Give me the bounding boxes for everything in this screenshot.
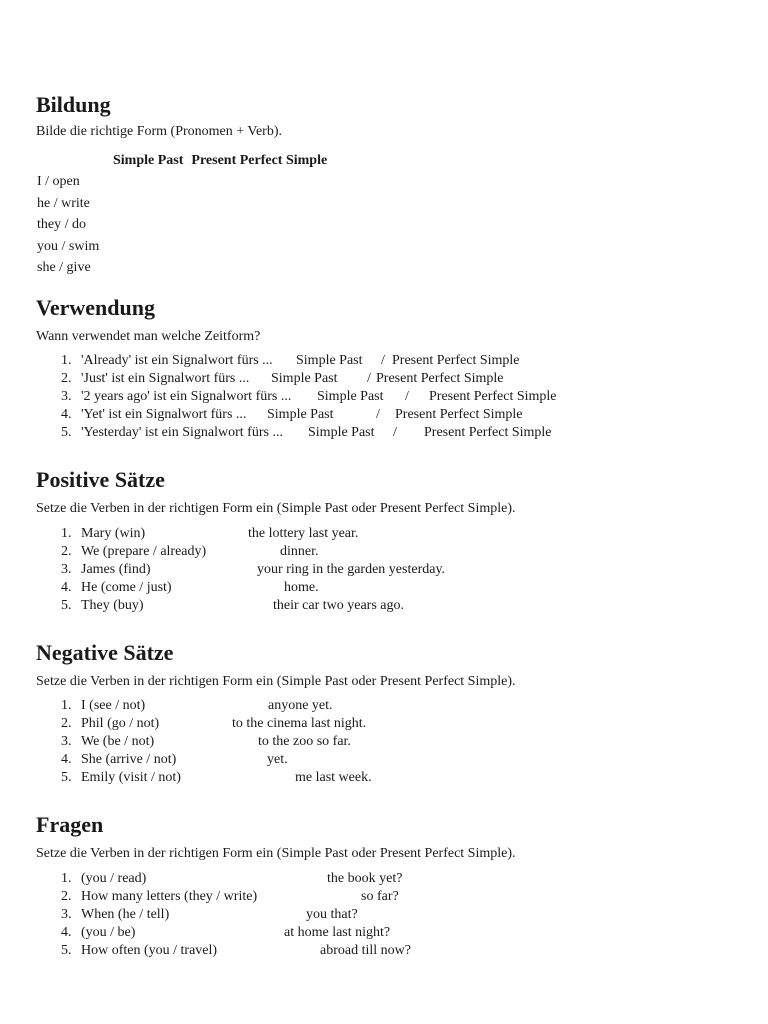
item-rest: me last week. (295, 769, 372, 785)
item-prompt: When (he / tell) (81, 906, 170, 922)
item-rest: you that? (306, 906, 358, 922)
item-number: 3. (61, 906, 72, 922)
item-number: 1. (61, 871, 72, 886)
section-title-positive: Positive Sätze (36, 467, 165, 492)
item-rest: home. (284, 579, 319, 595)
section-title-negative: Negative Sätze (36, 640, 174, 665)
item-number: 2. (61, 715, 72, 731)
instruction-positive: Setze die Verben in der richtigen Form ein (Simple Past oder Present Perfect Simple). (36, 501, 516, 516)
bildung-row: I / open (37, 174, 80, 189)
bildung-row: they / do (37, 217, 86, 232)
item-text: '2 years ago' ist ein Signalwort fürs ... (81, 388, 292, 404)
column-header-simple-past: Simple Past (113, 153, 184, 168)
item-number: 5. (61, 942, 72, 958)
item-prompt: We (prepare / already) (81, 543, 207, 559)
item-rest: anyone yet. (268, 698, 333, 713)
item-number: 4. (61, 406, 72, 422)
column-header-present-perfect: Present Perfect Simple (191, 153, 328, 168)
item-number: 4. (61, 751, 72, 767)
option-present-perfect: Present Perfect Simple (429, 388, 557, 404)
option-separator: / (393, 424, 397, 440)
item-rest: the book yet? (327, 871, 403, 886)
item-rest: dinner. (280, 543, 319, 559)
bildung-row: he / write (37, 195, 90, 211)
section-title-verwendung: Verwendung (36, 295, 155, 320)
item-number: 4. (61, 924, 72, 940)
item-rest: to the cinema last night. (232, 715, 367, 731)
item-text: 'Yet' ist ein Signalwort fürs ... (81, 406, 247, 422)
option-separator: / (376, 406, 380, 422)
item-rest: the lottery last year. (248, 526, 359, 541)
item-text: 'Already' ist ein Signalwort fürs ... (81, 353, 273, 368)
item-rest: their car two years ago. (273, 597, 404, 613)
bildung-column-headers (113, 151, 327, 170)
list-item (36, 561, 736, 579)
item-rest: at home last night? (284, 924, 391, 940)
item-prompt: Emily (visit / not) (81, 769, 181, 785)
section-title-bildung: Bildung (36, 92, 111, 117)
positive-list (36, 525, 736, 614)
bildung-row: she / give (37, 260, 91, 275)
item-number: 5. (61, 597, 72, 613)
bildung-row: you / swim (37, 238, 100, 254)
item-number: 2. (61, 370, 72, 386)
item-number: 5. (61, 769, 72, 785)
item-rest: so far? (361, 888, 399, 904)
item-prompt: (you / read) (81, 871, 147, 886)
item-number: 5. (61, 424, 72, 440)
item-text: 'Yesterday' ist ein Signalwort fürs ... (81, 424, 283, 440)
option-present-perfect: Present Perfect Simple (392, 353, 520, 368)
instruction-bildung: Bilde die richtige Form (Pronomen + Verb). (36, 124, 282, 139)
item-number: 1. (61, 526, 72, 541)
item-prompt: They (buy) (81, 597, 144, 613)
item-prompt: He (come / just) (81, 579, 172, 595)
option-separator: / (405, 388, 409, 404)
item-rest: abroad till now? (320, 942, 411, 958)
list-item (36, 406, 736, 424)
item-number: 3. (61, 733, 72, 749)
option-simple-past: Simple Past (308, 424, 375, 440)
list-item (36, 888, 736, 906)
list-item (36, 733, 736, 751)
instruction-negative: Setze die Verben in der richtigen Form ein (Simple Past oder Present Perfect Simple). (36, 674, 516, 689)
item-number: 1. (61, 353, 72, 368)
option-present-perfect: Present Perfect Simple (376, 370, 504, 386)
item-prompt: How often (you / travel) (81, 942, 218, 958)
item-prompt: How many letters (they / write) (81, 888, 258, 904)
list-item (36, 924, 736, 942)
list-item (36, 697, 736, 715)
item-prompt: She (arrive / not) (81, 751, 177, 767)
list-item (36, 543, 736, 561)
item-prompt: Mary (win) (81, 526, 146, 541)
list-item (36, 525, 736, 543)
item-text: 'Just' ist ein Signalwort fürs ... (81, 370, 250, 386)
list-item (36, 715, 736, 733)
option-present-perfect: Present Perfect Simple (395, 406, 523, 422)
item-prompt: We (be / not) (81, 733, 155, 749)
fragen-list (36, 870, 736, 959)
option-separator: / (367, 370, 371, 386)
list-item (36, 424, 736, 442)
item-number: 3. (61, 388, 72, 404)
verwendung-list (36, 352, 736, 441)
item-rest: yet. (267, 751, 288, 767)
item-number: 4. (61, 579, 72, 595)
list-item (36, 388, 736, 406)
item-number: 2. (61, 888, 72, 904)
option-simple-past: Simple Past (296, 353, 363, 368)
instruction-verwendung: Wann verwendet man welche Zeitform? (36, 329, 261, 344)
list-item (36, 769, 736, 787)
list-item (36, 352, 736, 370)
item-number: 1. (61, 698, 72, 713)
option-simple-past: Simple Past (267, 406, 334, 422)
list-item (36, 370, 736, 388)
item-prompt: (you / be) (81, 924, 136, 940)
list-item (36, 579, 736, 597)
option-simple-past: Simple Past (271, 370, 338, 386)
option-present-perfect: Present Perfect Simple (424, 424, 552, 440)
item-rest: your ring in the garden yesterday. (257, 561, 446, 577)
section-title-fragen: Fragen (36, 812, 104, 837)
item-number: 3. (61, 561, 72, 577)
item-rest: to the zoo so far. (258, 733, 351, 749)
negative-list (36, 697, 736, 786)
option-separator: / (381, 353, 385, 368)
item-prompt: Phil (go / not) (81, 715, 160, 731)
list-item (36, 906, 736, 924)
option-simple-past: Simple Past (317, 388, 384, 404)
list-item (36, 942, 736, 960)
list-item (36, 870, 736, 888)
list-item (36, 751, 736, 769)
instruction-fragen: Setze die Verben in der richtigen Form ein (Simple Past oder Present Perfect Simple). (36, 846, 516, 861)
item-prompt: James (find) (81, 561, 151, 577)
item-number: 2. (61, 543, 72, 559)
list-item (36, 597, 736, 615)
item-prompt: I (see / not) (81, 698, 146, 713)
bildung-rows (37, 171, 99, 279)
